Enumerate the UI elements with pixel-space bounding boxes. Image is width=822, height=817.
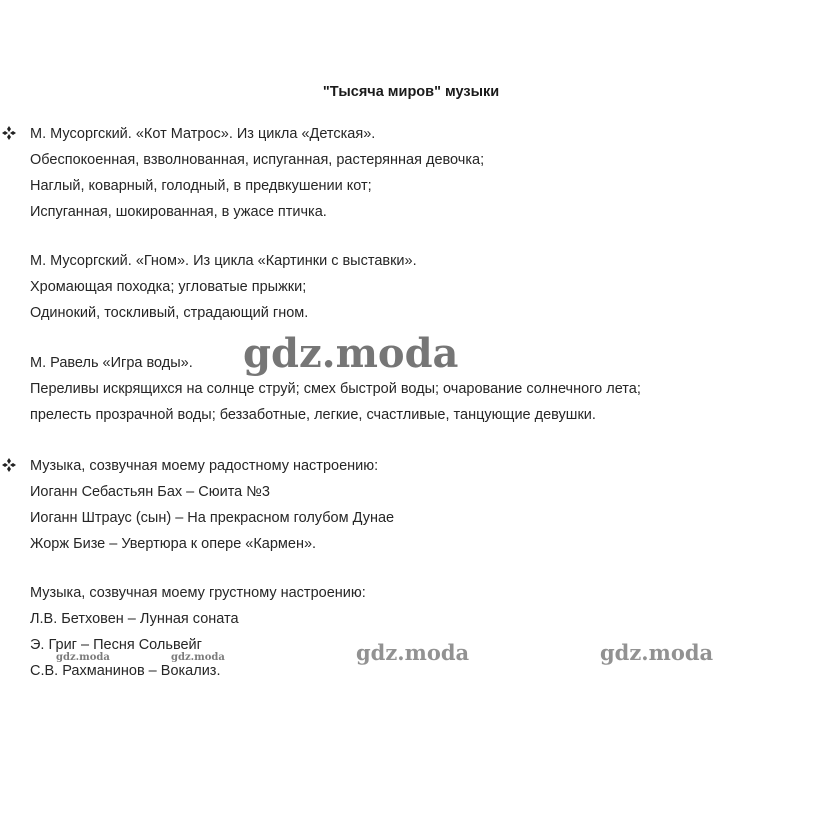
text-line: Музыка, созвучная моему радостному настроению: bbox=[30, 458, 379, 474]
text-line: Жорж Бизе – Увертюра к опере «Кармен». bbox=[30, 536, 317, 552]
watermark-small: gdz.moda bbox=[56, 652, 110, 663]
text-line: Иоганн Себастьян Бах – Сюита №3 bbox=[30, 484, 270, 500]
text-line: Э. Григ – Песня Сольвейг bbox=[30, 637, 202, 653]
watermark-mid: gdz.moda bbox=[356, 640, 470, 665]
section-joyful-music bbox=[30, 453, 810, 557]
text-line: Испуганная, шокированная, в ужасе птичка. bbox=[30, 204, 327, 220]
text-line: Переливы искрящихся на солнце струй; смех быстрой воды; очарование солнечного лета; bbox=[30, 381, 641, 397]
text-line: Хромающая походка; угловатые прыжки; bbox=[30, 279, 307, 295]
text-line: Обеспокоенная, взволнованная, испуганная, растерянная девочка; bbox=[30, 152, 485, 168]
four-diamond-bullet-icon bbox=[2, 458, 16, 472]
watermark-small: gdz.moda bbox=[171, 652, 225, 663]
section-gnom bbox=[30, 248, 810, 326]
four-diamond-bullet-icon bbox=[2, 126, 16, 140]
text-line: Одинокий, тоскливый, страдающий гном. bbox=[30, 305, 309, 321]
section-kot-matros bbox=[30, 121, 810, 225]
text-line: С.В. Рахманинов – Вокализ. bbox=[30, 663, 221, 679]
text-line: Л.В. Бетховен – Лунная соната bbox=[30, 611, 239, 627]
text-line: Наглый, коварный, голодный, в предвкушении кот; bbox=[30, 178, 372, 194]
text-line: М. Мусоргский. «Гном». Из цикла «Картинки с выставки». bbox=[30, 253, 417, 269]
section-sad-music bbox=[30, 580, 810, 684]
document-title: "Тысяча миров" музыки bbox=[322, 84, 500, 100]
watermark-main: gdz.moda bbox=[243, 330, 459, 377]
text-line: М. Мусоргский. «Кот Матрос». Из цикла «Детская». bbox=[30, 126, 376, 142]
text-line: Музыка, созвучная моему грустному настроению: bbox=[30, 585, 366, 601]
text-line: Иоганн Штраус (сын) – На прекрасном голубом Дунае bbox=[30, 510, 395, 526]
text-line: М. Равель «Игра воды». bbox=[30, 355, 193, 371]
text-line: прелесть прозрачной воды; беззаботные, легкие, счастливые, танцующие девушки. bbox=[30, 407, 596, 423]
watermark-mid: gdz.moda bbox=[600, 640, 714, 665]
